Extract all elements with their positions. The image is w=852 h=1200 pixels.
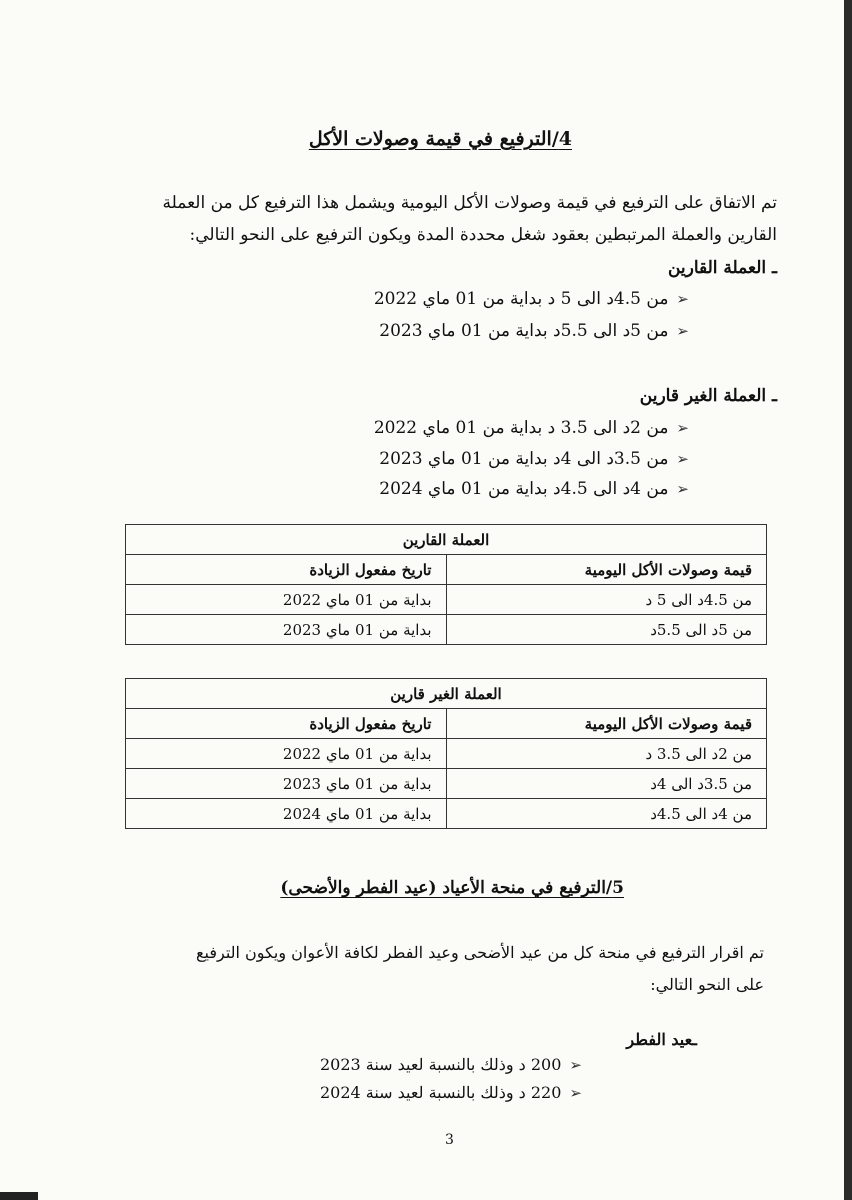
scan-edge xyxy=(844,0,852,1200)
table-cell: من 2د الى 3.5 د xyxy=(446,739,767,769)
section-5-heading: 5/الترفيع في منحة الأعياد (عيد الفطر والأضحى) xyxy=(280,878,624,898)
page-number: 3 xyxy=(445,1132,454,1148)
section-5-paragraph-line-2: على النحو التالي: xyxy=(650,975,764,994)
permanent-bullet-2 xyxy=(379,321,689,341)
bullet-text: من 3.5د الى 4د بداية من 01 ماي 2023 xyxy=(379,449,669,469)
arrow-bullet-icon: ➢ xyxy=(676,419,689,437)
table-cell: بداية من 01 ماي 2023 xyxy=(126,769,447,799)
non-permanent-bullet-2 xyxy=(379,449,689,469)
table-row xyxy=(126,739,767,769)
table-header-value: قيمة وصولات الأكل اليومية xyxy=(446,709,767,739)
scan-corner-mark xyxy=(0,1192,38,1200)
eid-fitr-label: ـعيد الفطر xyxy=(626,1030,697,1049)
bullet-text: 220 د وذلك بالنسبة لعيد سنة 2024 xyxy=(319,1083,562,1102)
non-permanent-workers-table xyxy=(125,678,767,829)
arrow-bullet-icon: ➢ xyxy=(569,1083,582,1102)
non-permanent-bullet-3 xyxy=(379,479,689,499)
section-5-paragraph-line-1: تم اقرار الترفيع في منحة كل من عيد الأضحى وعيد الفطر لكافة الأعوان ويكون الترفيع xyxy=(196,943,764,962)
eid-fitr-bullet-1 xyxy=(320,1055,582,1074)
table-row xyxy=(126,585,767,615)
section-4-paragraph-line-1: تم الاتفاق على الترفيع في قيمة وصولات الأكل اليومية ويشمل هذا الترفيع كل من العملة xyxy=(162,193,777,213)
eid-fitr-bullet-2 xyxy=(320,1083,582,1102)
table-cell: من 4د الى 4.5د xyxy=(446,799,767,829)
table-cell: بداية من 01 ماي 2023 xyxy=(126,615,447,645)
table-row xyxy=(126,615,767,645)
table-cell: بداية من 01 ماي 2022 xyxy=(126,739,447,769)
arrow-bullet-icon: ➢ xyxy=(676,290,689,308)
arrow-bullet-icon: ➢ xyxy=(676,450,689,468)
table-title: العملة الغير قارين xyxy=(126,679,767,709)
permanent-workers-table xyxy=(125,524,767,645)
section-4-heading: 4/الترفيع في قيمة وصولات الأكل xyxy=(308,128,572,150)
table-cell: من 3.5د الى 4د xyxy=(446,769,767,799)
bullet-text: من 5د الى 5.5د بداية من 01 ماي 2023 xyxy=(379,321,669,341)
bullet-text: من 2د الى 3.5 د بداية من 01 ماي 2022 xyxy=(373,418,669,438)
permanent-bullet-1 xyxy=(374,289,689,309)
table-cell: بداية من 01 ماي 2022 xyxy=(126,585,447,615)
bullet-text: من 4د الى 4.5د بداية من 01 ماي 2024 xyxy=(379,479,669,499)
bullet-text: 200 د وذلك بالنسبة لعيد سنة 2023 xyxy=(319,1055,562,1074)
permanent-workers-label: ـ العملة القارين xyxy=(667,258,777,278)
table-row xyxy=(126,769,767,799)
table-cell: بداية من 01 ماي 2024 xyxy=(126,799,447,829)
arrow-bullet-icon: ➢ xyxy=(676,322,689,340)
non-permanent-workers-label: ـ العملة الغير قارين xyxy=(639,386,777,406)
bullet-text: من 4.5د الى 5 د بداية من 01 ماي 2022 xyxy=(373,289,669,309)
table-header-value: قيمة وصولات الأكل اليومية xyxy=(446,555,767,585)
table-cell: من 5د الى 5.5د xyxy=(446,615,767,645)
table-row xyxy=(126,799,767,829)
table-header-date: تاريخ مفعول الزيادة xyxy=(126,555,447,585)
table-title: العملة القارين xyxy=(126,525,767,555)
table-cell: من 4.5د الى 5 د xyxy=(446,585,767,615)
arrow-bullet-icon: ➢ xyxy=(569,1055,582,1074)
arrow-bullet-icon: ➢ xyxy=(676,480,689,498)
section-4-paragraph-line-2: القارين والعملة المرتبطين بعقود شغل محددة المدة ويكون الترفيع على النحو التالي: xyxy=(189,225,777,245)
non-permanent-bullet-1 xyxy=(374,418,689,438)
table-header-date: تاريخ مفعول الزيادة xyxy=(126,709,447,739)
